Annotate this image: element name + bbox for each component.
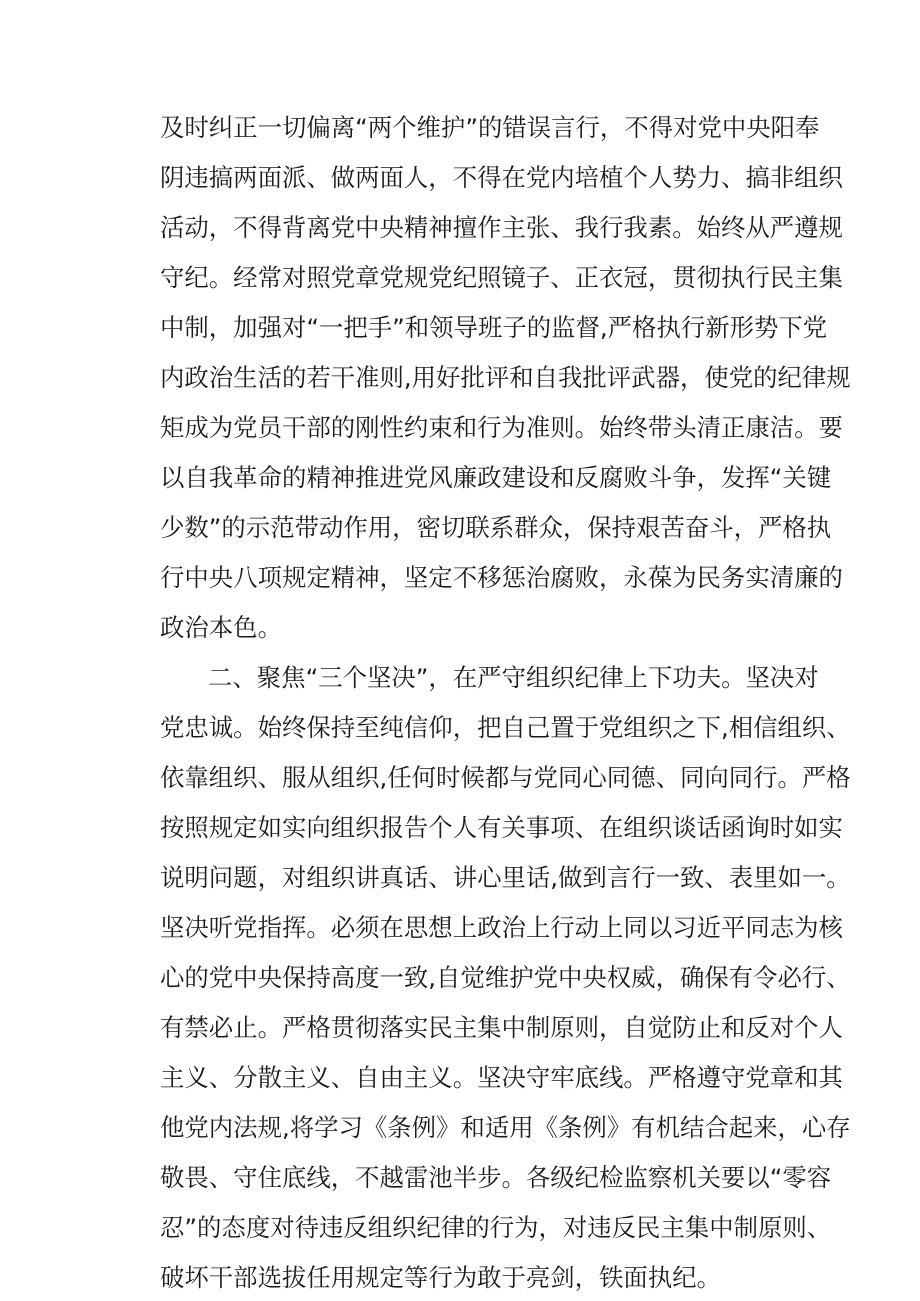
text-line: 及时纠正一切偏离“两个维护”的错误言行，不得对党中央阳奉 <box>160 113 820 142</box>
text-line: 按照规定如实向组织报告个人有关事项、在组织谈话函询时如实 <box>160 813 843 842</box>
text-line: 内政治生活的若干准则,用好批评和自我批评武器，使党的纪律规 <box>160 363 851 392</box>
text-line: 守纪。经常对照党章党规党纪照镜子、正衣冠，贯彻执行民主集 <box>160 263 843 292</box>
text-line: 以自我革命的精神推进党风廉政建设和反腐败斗争，发挥“关键 <box>160 463 832 492</box>
text-line: 少数”的示范带动作用，密切联系群众，保持艰苦奋斗，严格执 <box>160 513 832 542</box>
text-line: 中制，加强对“一把手”和领导班子的监督,严格执行新形势下党 <box>160 313 828 342</box>
text-line: 依靠组织、服从组织,任何时候都与党同心同德、同向同行。严格 <box>160 763 851 792</box>
text-line: 矩成为党员干部的刚性约束和行为准则。始终带头清正康洁。要 <box>160 413 843 442</box>
text-line: 敬畏、守住底线，不越雷池半步。各级纪检监察机关要以“零容 <box>160 1163 832 1192</box>
text-line: 有禁必止。严格贯彻落实民主集中制原则，自觉防止和反对个人 <box>160 1013 843 1042</box>
text-line: 活动，不得背离党中央精神擅作主张、我行我素。始终从严遵规 <box>160 213 843 242</box>
paragraph-heading-line: 二、聚焦“三个坚决”，在严守组织纪律上下功夫。坚决对 <box>208 663 819 692</box>
text-line: 政治本色。 <box>160 613 282 642</box>
text-line: 说明问题，对组织讲真话、讲心里话,做到言行一致、表里如一。 <box>160 863 851 892</box>
text-line: 破坏干部选拔任用规定等行为敢于亮剑，铁面执纪。 <box>160 1263 721 1292</box>
text-line: 心的党中央保持高度一致,自觉维护党中央权威，确保有令必行、 <box>160 963 851 992</box>
text-line: 党忠诚。始终保持至纯信仰，把自己置于党组织之下,相信组织、 <box>160 713 851 742</box>
text-line: 主义、分散主义、自由主义。坚决守牢底线。严格遵守党章和其 <box>160 1063 843 1092</box>
text-line: 他党内法规,将学习《条例》和适用《条例》有机结合起来，心存 <box>160 1113 851 1142</box>
text-line: 忍”的态度对待违反组织纪律的行为，对违反民主集中制原则、 <box>160 1213 832 1242</box>
text-line: 坚决听党指挥。必须在思想上政治上行动上同以习近平同志为核 <box>160 913 843 942</box>
text-line: 阴违搞两面派、做两面人，不得在党内培植个人势力、搞非组织 <box>160 163 843 192</box>
text-line: 行中央八项规定精神，坚定不移惩治腐败，永葆为民务实清廉的 <box>160 563 843 592</box>
